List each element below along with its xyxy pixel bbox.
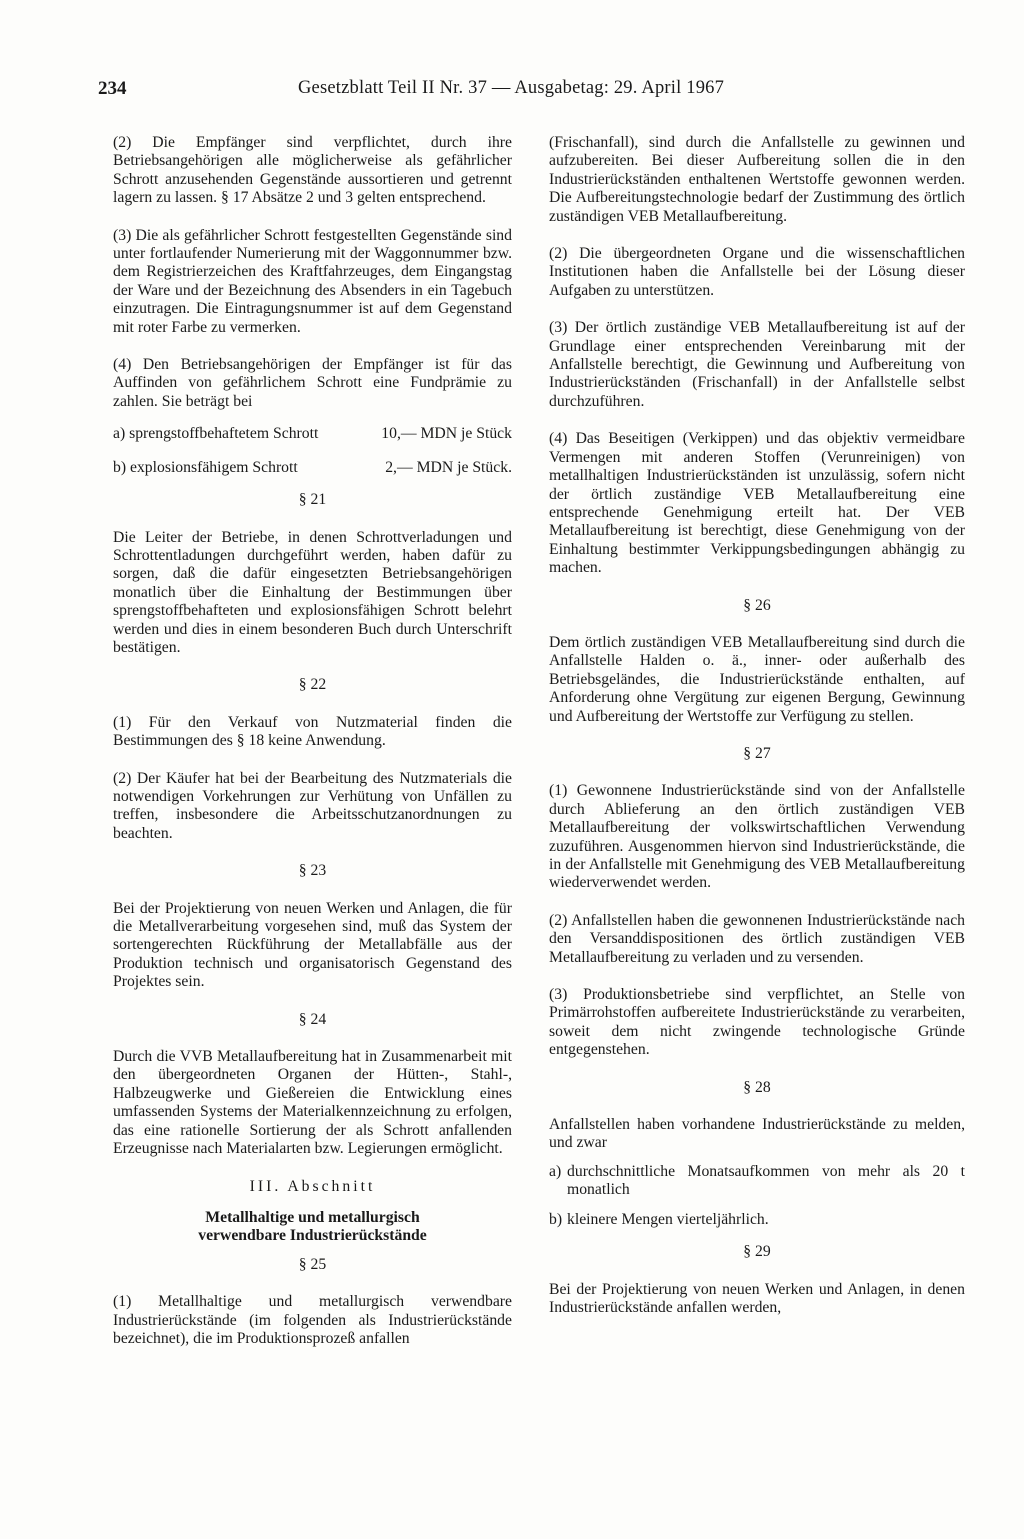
left-column bbox=[113, 134, 512, 1367]
paragraph-20-3: (3) Die als gefährlicher Schrott festgestellten Gegenstände sind unter fortlaufender Numerierung mit der Waggonnummer bzw. dem Registrierzeichen des Kraftfahrzeuges, dem Eingangstag der Ware und der Bezeichnung des Absenders in ein Tagebuch einzutragen. Die Eintragungsnummer ist auf dem Gegenstand mit roter Farbe zu vermerken. bbox=[113, 226, 512, 336]
paragraph-20-4: (4) Den Betriebsangehörigen der Empfänger ist für das Auffinden von gefährlichem Schrott eine Fundprämie zu zahlen. Sie beträgt bei bbox=[113, 356, 512, 410]
section-26-text: Dem örtlich zuständigen VEB Metallaufbereitung sind durch die Anfallstelle Halden o. ä., inner- oder außerhalb des Betriebsgeländes, die Industrierückstände enthalten, auf Anforderung ohne Vergütung zur eigenen Bergung, Gewinnung und Aufbereitung der Wertstoffe zur Verfügung zu stellen. bbox=[549, 633, 965, 725]
page-number: 234 bbox=[98, 78, 127, 99]
section-27-title: § 27 bbox=[743, 744, 771, 762]
section-22-title: § 22 bbox=[298, 676, 327, 694]
right-column bbox=[549, 134, 965, 1336]
section-22-1: (1) Für den Verkauf von Nutzmaterial finden die Bestimmungen des § 18 keine Anwendung. bbox=[113, 713, 512, 750]
list-item-b bbox=[113, 459, 512, 477]
item-a-value: 10,— MDN je Stück bbox=[381, 425, 512, 443]
chapter-heading: III. Abschnitt bbox=[249, 1178, 376, 1196]
list-item-a bbox=[113, 425, 512, 443]
item-b-value: 2,— MDN je Stück. bbox=[385, 458, 512, 476]
section-29-title: § 29 bbox=[743, 1243, 771, 1261]
section-27-2: (2) Anfallstellen haben die gewonnenen Industrierückstände nach den Versanddispositionen des örtlich zuständigen VEB Metallaufbereitung zu verladen und zu versenden. bbox=[549, 911, 965, 966]
chapter-title-line-2: verwendbare Industrierückstände bbox=[198, 1227, 427, 1245]
section-27-3: (3) Produktionsbetriebe sind verpflichtet, an Stelle von Primärrohstoffen aufbereitete Industrierückstände zu verarbeiten, soweit dem nicht zwingende technologische Gründe entgegenstehen. bbox=[549, 986, 965, 1059]
section-26-title: § 26 bbox=[743, 596, 771, 614]
section-28-title: § 28 bbox=[743, 1078, 771, 1096]
item-b-label: b) explosionsfähigem Schrott bbox=[113, 458, 298, 476]
section-28-item-a-label: a) bbox=[549, 1162, 562, 1180]
section-25-1-continued: (Frischanfall), sind durch die Anfallstelle zu gewinnen und aufzubereiten. Bei dieser Aufbereitung sollen die in den Industrierückständen enthaltenen Wertstoffe gewonnen werden. Die Aufbereitungstechnologie bedarf der Zustimmung des örtlich zuständigen VEB Metallaufbereitung. bbox=[549, 134, 965, 225]
paragraph-20-2: (2) Die Empfänger sind verpflichtet, durch ihre Betriebsangehörigen alle möglicherweise als gefährlicher Schrott anzusehenden Gegenstände aussortieren und getrennt lagern zu lassen. § 17 Absätze 2 und 3 gelten entsprechend. bbox=[113, 134, 512, 207]
section-24-text: Durch die VVB Metallaufbereitung hat in Zusammenarbeit mit den übergeordneten Organen der Hütten-, Stahl-, Halbzeugwerke und Gießereien die Entwicklung eines umfassenden Systems der Materialkennzeichnung zu erfolgen, das eine rationelle Sortierung der als Schrott anfallenden Erzeugnisse nach Materialarten bzw. Legierungen ermöglicht. bbox=[113, 1048, 512, 1158]
section-24-title: § 24 bbox=[298, 1010, 327, 1028]
section-28-text: Anfallstellen haben vorhandene Industrierückstände zu melden, und zwar bbox=[549, 1116, 965, 1152]
header-title: Gesetzblatt Teil II Nr. 37 — Ausgabetag: 29. April 1967 bbox=[298, 78, 725, 98]
section-27-1: (1) Gewonnene Industrierückstände sind von der Anfallstelle durch Ablieferung an den örtlich zuständigen VEB Metallaufbereitung der volkswirtschaftlichen Verwendung zuzuführen. Ausgenommen hiervon sind Industrierückstände, die in der Anfallstelle mit Genehmigung des VEB Metallaufbereitung wiederverwendet werden. bbox=[549, 782, 965, 892]
section-28-item-a bbox=[549, 1163, 965, 1200]
section-21-text: Die Leiter der Betriebe, in denen Schrottverladungen und Schrottentladungen durchgeführt werden, haben dafür zu sorgen, daß die dafür eingesetzten Betriebsangehörigen monatlich über die Einhaltung der Bestimmungen über sprengstoffbehafteten und explosionsfähigen Schrott belehrt werden und dies in einem besonderen Buch durch Unterschrift bestätigen. bbox=[113, 528, 512, 656]
section-28-item-b-label: b) bbox=[549, 1210, 563, 1228]
section-25-3: (3) Der örtlich zuständige VEB Metallaufbereitung ist auf der Grundlage einer entsprechenden Vereinbarung mit der Anfallstelle berechtigt, die Gewinnung und Aufbereitung von Industrierückständen (Frischanfall) in der Anfallstelle selbst durchzuführen. bbox=[549, 319, 965, 410]
section-28-item-b-text: kleinere Mengen vierteljährlich. bbox=[567, 1210, 769, 1228]
section-21-title: § 21 bbox=[298, 491, 327, 509]
item-a-label: a) sprengstoffbehaftetem Schrott bbox=[113, 425, 319, 443]
section-29-text: Bei der Projektierung von neuen Werken und Anlagen, in denen Industrierückstände anfallen werden, bbox=[549, 1280, 965, 1316]
page-header bbox=[98, 78, 958, 108]
section-23-text: Bei der Projektierung von neuen Werken und Anlagen, die für die Metallverarbeitung vorgesehen sind, muß das System der sortengerechten Rückführung der Metallabfälle aus der Produktion technisch und organisatorisch Gegenstand des Projektes sein. bbox=[113, 899, 512, 991]
section-25-1: (1) Metallhaltige und metallurgisch verwendbare Industrierückstände (im folgenden als Industrierückstände bezeichnet), die im Produktionsprozeß anfallen bbox=[113, 1293, 512, 1347]
section-23-title: § 23 bbox=[298, 862, 327, 880]
section-25-4: (4) Das Beseitigen (Verkippen) und das objektiv vermeidbare Vermengen mit anderen Stoffen (Verunreinigen) von metallhaltigen Industrierückständen ist unzulässig, sofern nicht der örtlich zuständige VEB Metallaufbereitung eine entsprechende Genehmigung erteilt hat. Der VEB Metallaufbereitung ist berechtigt, diese Genehmigung von der Einhaltung bestimmter Verkippungsbedingungen abhängig zu machen. bbox=[549, 430, 965, 577]
section-22-2: (2) Der Käufer hat bei der Bearbeitung des Nutzmaterials die notwendigen Vorkehrungen zur Verhütung von Unfällen zu treffen, insbesondere die Arbeitsschutzanordnungen zu beachten. bbox=[113, 769, 512, 842]
chapter-title bbox=[113, 1209, 512, 1246]
section-28-item-b bbox=[549, 1211, 965, 1229]
section-25-title: § 25 bbox=[298, 1255, 327, 1273]
section-25-2: (2) Die übergeordneten Organe und die wissenschaftlichen Institutionen haben die Anfallstelle bei der Lösung dieser Aufgaben zu unterstützen. bbox=[549, 245, 965, 299]
section-28-item-a-text: durchschnittliche Monatsaufkommen von mehr als 20 t monatlich bbox=[567, 1162, 965, 1199]
chapter-title-line-1: Metallhaltige und metallurgisch bbox=[205, 1208, 420, 1226]
